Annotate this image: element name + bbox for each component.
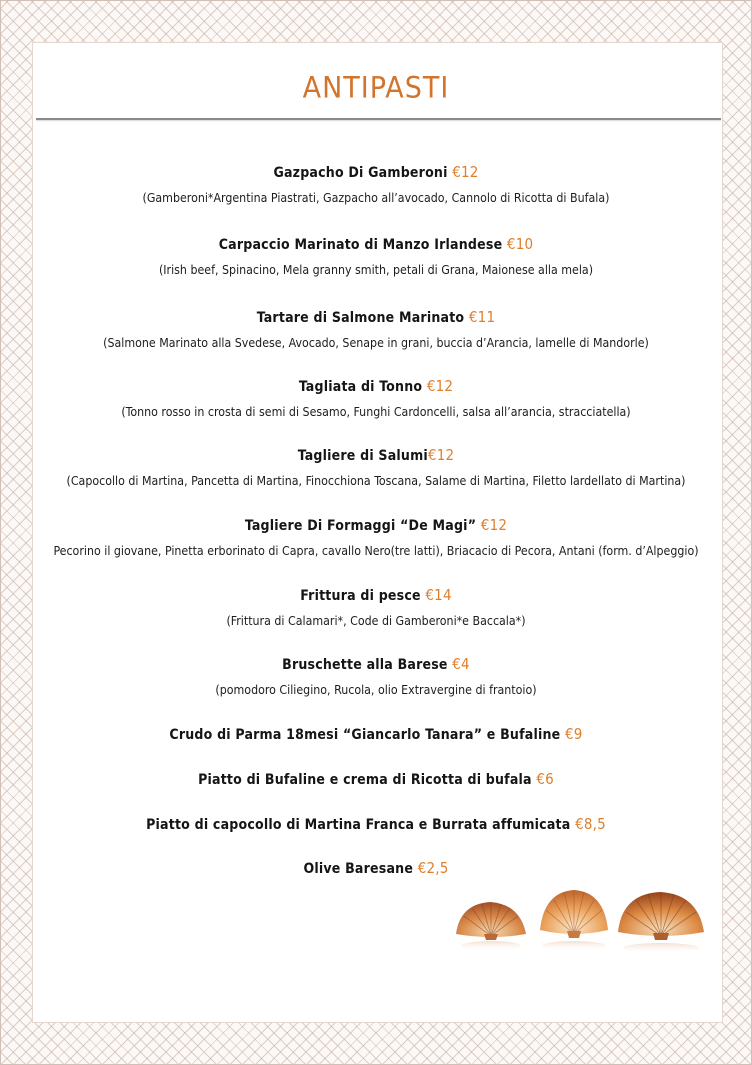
dish-item: [0, 162, 752, 207]
dish-heading: [0, 585, 752, 606]
dish-price: €9: [565, 725, 583, 743]
dish-name: Frittura di pesce: [300, 588, 421, 604]
dish-item: [0, 445, 752, 490]
dish-price: €11: [468, 308, 496, 326]
dish-item: [0, 814, 752, 835]
dish-name: Tagliata di Tonno: [298, 379, 423, 395]
dish-description: (Tonno rosso in crosta di semi di Sesamo, Funghi Cardoncelli, salsa all’arancia, stracciatella): [121, 405, 631, 419]
dish-item: [0, 585, 752, 630]
dish-price: €12: [452, 163, 479, 181]
dish-description: (Capocollo di Martina, Pancetta di Martina, Finocchiona Toscana, Salame di Martina, Filetto lardellato di Martina): [66, 474, 686, 488]
dish-name: Olive Baresane: [303, 861, 414, 877]
dish-item: [0, 234, 752, 279]
dish-name: Tagliere di Salumi: [297, 448, 428, 464]
dish-heading: [0, 162, 752, 183]
dish-name: Crudo di Parma 18mesi “Giancarlo Tanara” e Bufaline: [169, 727, 561, 743]
dish-item: [0, 858, 752, 879]
dish-price: €4: [452, 655, 470, 673]
dish-name: Piatto di Bufaline e crema di Ricotta di bufala: [198, 772, 532, 788]
dish-description: (pomodoro Ciliegino, Rucola, olio Extravergine di frantoio): [215, 683, 537, 697]
dish-name: Bruschette alla Barese: [282, 657, 448, 673]
dish-heading: [0, 814, 752, 835]
dish-heading: [0, 307, 752, 328]
dish-heading: [0, 724, 752, 745]
dish-item: [0, 307, 752, 352]
dish-heading: [0, 445, 752, 466]
dish-item: [0, 376, 752, 421]
dish-price: €12: [427, 446, 455, 464]
dish-name: Tartare di Salmone Marinato: [256, 310, 465, 326]
shell-icon: [618, 892, 704, 953]
dish-item: [0, 515, 752, 560]
dish-item: [0, 769, 752, 790]
scallop-shells-image: [450, 886, 712, 956]
dish-price: €6: [536, 770, 554, 788]
dish-name: Tagliere Di Formaggi “De Magi”: [244, 518, 477, 534]
dish-description: (Gamberoni*Argentina Piastrati, Gazpacho all’avocado, Cannolo di Ricotta di Bufala): [142, 191, 610, 205]
dish-price: €2,5: [417, 859, 449, 877]
dish-description: (Irish beef, Spinacino, Mela granny smith, petali di Grana, Maionese alla mela): [158, 263, 594, 277]
dish-heading: [0, 376, 752, 397]
dish-price: €12: [426, 377, 454, 395]
dish-price: €8,5: [575, 815, 606, 833]
dish-name: Piatto di capocollo di Martina Franca e Burrata affumicata: [146, 817, 571, 833]
dish-item: [0, 724, 752, 745]
shell-icon: [540, 890, 608, 951]
dish-heading: [0, 515, 752, 536]
dish-price: €14: [425, 586, 452, 604]
dish-heading: [0, 858, 752, 879]
dish-name: Carpaccio Marinato di Manzo Irlandese: [218, 237, 503, 253]
dish-heading: [0, 654, 752, 675]
dish-name: Gazpacho Di Gamberoni: [273, 165, 448, 181]
dish-item: [0, 654, 752, 699]
dish-description: (Frittura di Calamari*, Code di Gamberoni*e Baccala*): [226, 614, 526, 628]
dish-description: Pecorino il giovane, Pinetta erborinato di Capra, cavallo Nero(tre latti), Briacacio di Pecora, Antani (form. d’Alpeggio): [53, 544, 699, 558]
dish-price: €12: [480, 516, 508, 534]
dish-heading: [0, 234, 752, 255]
dish-description: (Salmone Marinato alla Svedese, Avocado, Senape in grani, buccia d’Arancia, lamelle di Mandorle): [103, 336, 649, 350]
dish-price: €10: [506, 235, 534, 253]
dish-heading: [0, 769, 752, 790]
menu-title: ANTIPASTI: [302, 71, 450, 106]
shell-icon: [456, 902, 526, 951]
